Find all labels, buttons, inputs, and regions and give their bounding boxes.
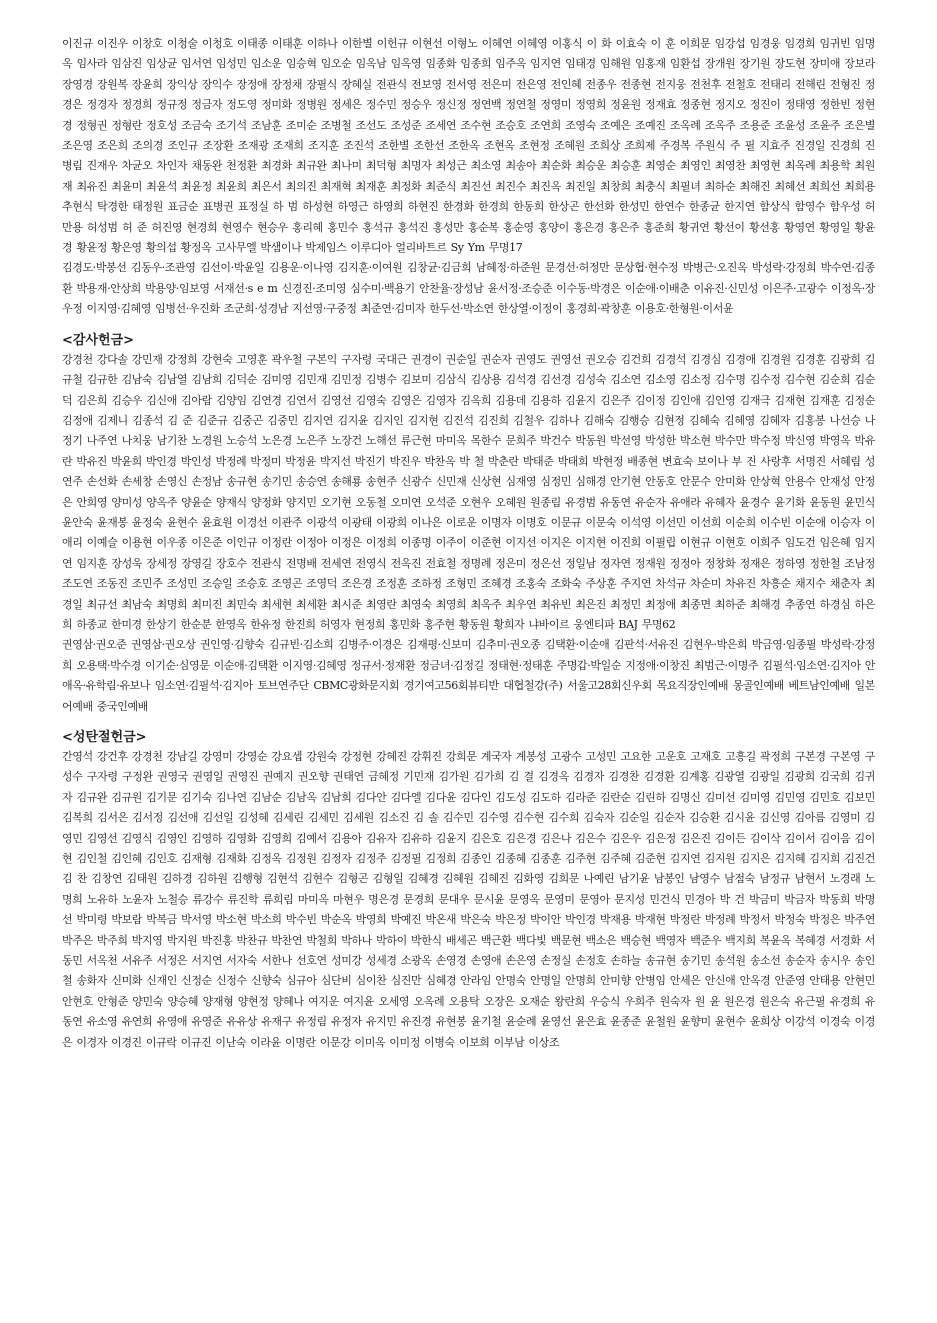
section-title: <감사헌금>	[62, 332, 135, 348]
section-thanksgiving-offering	[62, 332, 875, 717]
section-donor-list	[62, 34, 875, 320]
donor-couples-paragraph: 김경도·박봉선 김동우·조관영 김선이·박윤일 김용운·이나영 김지훈·이여원 김창균·김금희 남혜정·하준원 문경선·허정만 문상협·현수정 박병근·오진옥 박성락·강정희 박수연·김종환 박용재·안상희 박용양·임보영 서재선·s e m 신경진·조미영 심수미·백용기 안찬율·장성남 윤서정·조승준 이수동·박경은 이순애·이배춘 이유진·신민성 이은주·고광수 이정옥·장우정 이지영·김혜영 임병선·우진화 조군희·성경남 지선영·구중정 최준연·김미자 한두선·박소연 한상열·이정이 홍경희·곽창훈 이용호·한형원·이서윤	[62, 261, 875, 316]
donor-names-paragraph: 간영석 강건후 강경천 강남길 강영미 강영순 강요셉 강원숙 강정현 강혜진 강휘진 강희문 계국자 계봉성 고광수 고성민 고요한 고운호 고재호 고흥길 곽정희 구본경 구본영 구성수 구자령 구정완 권영국 권영일 권영진 권예지 권오향 권태연 금혜정 기민재 김가원 김가희 김 결 김경옥 김경자 김경찬 김경환 김계홍 김광열 김광일 김광희 김국희 김귀자 김규완 김규원 김기문 김기숙 김나연 김남순 김남옥 김남희 김다안 김다엘 김다윤 김다인 김도성 김도하 김라준 김란순 김린하 김명신 김미선 김미영 김민영 김민호 김보민 김복희 김서은 김서정 김선애 김선일 김성혜 김세린 김세민 김세원 김소진 김 솔 김수민 김수영 김수현 김수희 김숙자 김순일 김순자 김승환 김시윤 김신영 김아름 김영미 김영민 김영선 김영식 김영인 김영하 김영화 김영희 김예서 김용아 김유자 김유하 김윤지 김은호 김은경 김은나 김은수 김은우 김은정 김은진 김이든 김이삭 김이서 김이음 김이현 김인철 김인혜 김인호 김재형 김재화 김정옥 김정원 김정자 김정주 김정필 김정희 김종인 김종혜 김종훈 김주현 김주혜 김준현 김지연 김지원 김지은 김지혜 김지희 김진건 김 찬 김창연 김태원 김하경 김하원 김행형 김현석 김현수 김형곤 김형일 김혜경 김혜원 김혜진 김화영 김희문 나예린 남기윤 남봉인 남영수 남점숙 남정규 남현서 노경래 노명희 노유하 노윤자 노철승 류강수 류진학 류희림 마미옥 마현우 명은경 문경희 문대우 문시윤 문영옥 문영미 문영아 문지성 민건식 민경아 박 건 박금미 박금자 박동희 박명선 박미령 박보람 박복금 박서영 박소현 박소희 박수빈 박순옥 박영희 박예진 박온새 박은숙 박은정 박이안 박인경 박재용 박재현 박정란 박정례 박정서 박정숙 박정은 박주연 박주은 박주희 박지영 박지원 박진홍 박찬규 박찬연 박철희 박하나 박하이 박한식 배세곤 백근환 백다빛 백문현 백소은 백승현 백영자 백준우 백지희 복윤옥 복혜경 서경화 서동민 서옥천 서유주 서정은 서지연 서자숙 서한나 선호연 성미강 성세경 소광옥 손영경 손영애 손은영 손정실 손정호 손하늘 송규현 송기민 송석원 송소선 송순자 송시우 송인철 송화자 신미화 신재인 신정순 신정수 신향숙 심규아 심단비 심이찬 심진만 심혜경 안라임 안명숙 안명일 안명희 안미향 안병임 안세은 안신애 안옥경 안준영 안태용 안현민 안현호 안형준 양민숙 양승혜 양재형 양현정 양혜나 여지운 여지윤 오세영 오옥례 오용탁 오장은 오재순 왕란희 우승식 우희주 원숙자 원 윤 원은경 원은숙 유근필 유경희 유동연 유소영 유연희 유영애 유영준 유유상 유재구 유정림 유정자 유지민 유진경 유현봉 윤기철 윤순례 윤영선 윤은효 윤종준 윤철원 윤향미 윤현수 윤희상 이강석 이경숙 이경은 이경자 이경진 이규락 이규진 이난숙 이라윤 이명란 이문강 이미옥 이미정 이병숙 이보희 이부남 이상조	[62, 750, 875, 1049]
donor-names-paragraph: 강경천 강다솔 강민재 강정희 강현숙 고영훈 곽우철 구본익 구자령 국대근 권경이 권순일 권순자 권영도 권영선 권오승 김건희 김경석 김경심 김경애 김경원 김경훈 김광희 김규철 김규한 김남숙 김남열 김남희 김덕순 김미영 김민재 김민정 김병수 김보미 김삼식 김상용 김석경 김선경 김성숙 김소연 김소영 김소정 김수명 김수정 김수현 김순희 김순덕 김은희 김승우 김신애 김아람 김양임 김연경 김연서 김영선 김영숙 김영은 김영자 김옥희 김용데 김용하 김윤지 김은주 김이정 김인애 김인영 김재극 김재현 김재훈 김정순 김정애 김제니 김종석 김 준 김준규 김중곤 김중민 김지연 김지윤 김지인 김지현 김진석 김진희 김철우 김하나 김해숙 김행승 김현정 김혜숙 김혜영 김혜자 김홍봉 나선승 나정기 나주연 나치웅 남기찬 노경원 노승석 노은경 노은주 노장건 노해선 류근현 마미옥 목한수 문희주 박건수 박동원 박선영 박성한 박소현 박수만 박수정 박신영 박영옥 박유란 박유진 박윤희 박인경 박인성 박정례 박정미 박정윤 박지선 박진기 박진우 박찬옥 박 철 박춘란 박태준 박태희 박현정 배종현 변효숙 보이나 부 진 사랑후 서명진 서혜림 성연주 손선화 손세창 손영신 손정남 송규현 송기민 송승연 송해룡 송현주 신광수 신민재 신상현 심재영 심정민 심해경 안기현 안동호 안문수 안미화 안상혁 안용수 안재성 안정은 안희영 양미성 양옥주 양윤순 양재식 양정화 양지민 오기현 오동철 오미연 오석준 오현우 오혜원 원종림 유경범 유동연 유순자 유애라 유혜자 윤경수 윤기화 윤동원 윤민식 윤안숙 윤재봉 윤정숙 윤현수 윤효원 이경선 이관주 이광석 이광태 이광희 이나은 이로운 이명자 이명호 이문규 이문숙 이석영 이선민 이선희 이순희 이수빈 이순애 이승자 이애리 이예슬 이용현 이우종 이은준 이인규 이정란 이정아 이정은 이정희 이종명 이주이 이준현 이지선 이지은 이지현 이진희 이필립 이현규 이현호 이희주 임도건 임은혜 임지연 임지훈 장성욱 장세정 장영길 장호수 전관식 전명배 전세연 전영식 전옥진 전효철 정명례 정은미 정은선 정일남 정자연 정재원 정정아 정창화 정재은 정하영 정한철 조남정 조도연 조동진 조민주 조성민 조승일 조승호 조영곤 조영덕 조은경 조정훈 조하정 조형민 조혜경 조홍숙 조화숙 주상훈 주지연 차석규 차순미 차유진 차흥순 채지수 채춘자 최경일 최규선 최남숙 최명희 최미진 최민숙 최세현 최세환 최시준 최영란 최영숙 최영희 최옥주 최우연 최유빈 최은진 최정민 최정애 최종면 최하준 최해경 추종연 하경심 하은희 하종교 한미경 한상기 한순분 한영옥 한유정 한진희 허영자 현정희 홍민화 홍주현 황동원 황희자 냐바이르 웅엔티파 BAJ 무명62	[62, 352, 875, 631]
section-title: <성탄절헌금>	[62, 730, 147, 745]
donor-names-paragraph: 이진규 이진우 이창호 이청술 이청호 이태종 이태훈 이하나 이한별 이헌규 이현선 이형노 이혜연 이혜영 이홍식 이 화 이효숙 이 훈 이희문 임강섭 임경웅 임경희 임귀빈 임명옥 임사라 임삼진 임상균 임서연 임성민 임소운 임승혁 임오순 임옥남 임옥영 임종화 임종희 임주옥 임지연 임태경 임해원 임홍재 임환섭 장개원 장기원 장도현 장미애 장보라 장영경 장원복 장윤희 장익상 장익수 장정애 장정채 장필식 장혜실 전관식 전보영 전서영 전은미 전은영 전인혜 전종우 전종현 전지웅 전천후 전철호 전태리 전해린 전형진 정경은 정경자 정경희 정규정 정금자 정도영 정미화 정병원 정세은 정수민 정승우 정신정 정연백 정연철 정영미 정영희 정윤원 정재효 정종현 정지오 정진이 정태영 정한빈 정현경 정형권 정형란 정호성 조금숙 조기석 조남훈 조미순 조병철 조선도 조성준 조세연 조수현 조승호 조연희 조영숙 조예은 조예진 조옥례 조옥주 조용준 조윤성 조윤주 조은별 조은영 조은희 조의경 조인규 조장환 조재광 조재희 조지훈 조진석 조한별 조한선 조한옥 조현옥 조현정 조혜원 조희상 조희제 주경복 주원식 주 필 지효주 진경일 진경희 진병림 진재우 차균오 차인자 채동완 천정환 최경화 최규완 최나미 최덕형 최명자 최성근 최소영 최송아 최순화 최승운 최승훈 최영순 최영인 최영찬 최영현 최옥례 최용학 최원재 최유진 최윤미 최윤석 최윤정 최윤희 최은서 최의진 최재혁 최재훈 최정화 최준식 최진선 최진수 최진옥 최진일 최창희 최충식 최필녀 최하순 최해진 최혜선 최희선 최희용 추현식 탁경한 태정원 표금순 표병권 표정실 하 범 하성현 하영근 하영희 하현진 한경화 한경희 한동희 한상곤 한선화 한성민 한연수 한종균 한지연 함상식 함영수 함우성 허만용 허성범 허 준 허진영 현경희 현영수 현승우 홍리혜 홍민수 홍석규 홍석진 홍성만 홍순복 홍순영 홍양이 홍은경 홍은주 홍준희 황귀연 황선이 황선홍 황영연 황영일 황윤경 황윤정 황은영 황의섭 황정옥 고사무엘 박샘이나 박제임스 이루디아 얼리바트르 Sy Ym 무명17	[62, 37, 875, 255]
section-christmas-offering	[62, 729, 875, 1053]
donor-groups-paragraph: 권영삼·권오준 권영삼·권오상 권인영·김향숙 김규빈·김소희 김병주·이경은 김재평·신보미 김추미·권오종 김택환·이순애 김판석·서유진 김현우·박은희 박금영·임종필 박성락·강정희 오용택·박수경 이기순·심영문 이순애·김택환 이지영·김혜영 정규서·정재환 정금녀·김정길 정태현·정태훈 주명갑·박일순 지정애·이창진 최범근·이명주 김필석·임소연·김지아 안애옥·유학림·유보나 임소연·김필석·김지아 토브연주단 CBMC광화문지회 경기여고56회뷰티반 대협철강(주) 서울고28회신우회 목요직장인예배 몽골인예배 베트남인예배 일본어예배 중국인예배	[62, 638, 875, 713]
